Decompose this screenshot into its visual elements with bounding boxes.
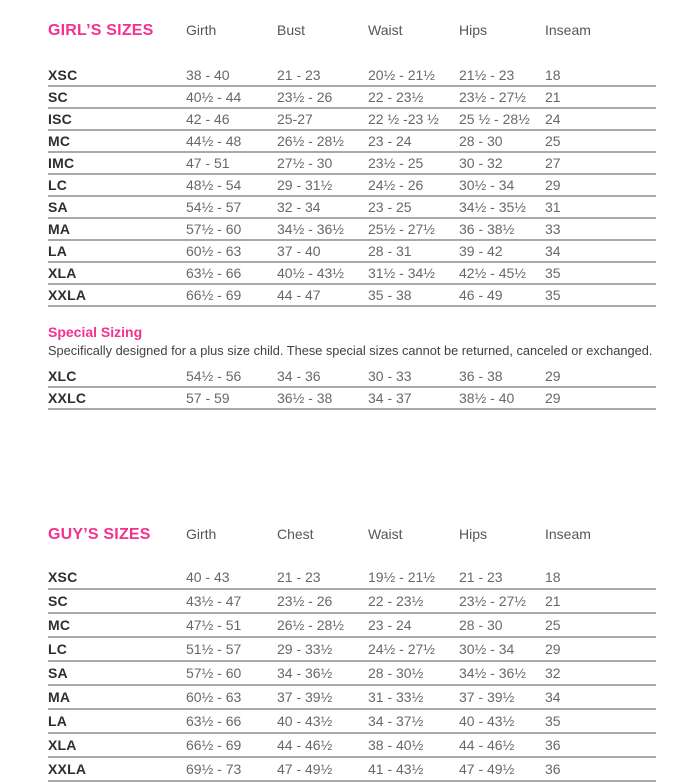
girth-value: 57½ - 60 <box>186 221 242 237</box>
hips-value: 34½ - 36½ <box>459 665 526 681</box>
girth-value: 66½ - 69 <box>186 737 242 753</box>
waist-value: 30 - 33 <box>368 368 412 384</box>
size-label: XXLA <box>48 761 87 777</box>
inseam-value: 29 <box>545 177 561 193</box>
special-sizing-body <box>48 366 656 410</box>
table-row <box>48 614 656 638</box>
inseam-value: 34 <box>545 243 561 259</box>
column-header-girth: Girth <box>186 526 217 542</box>
hips-value: 44 - 46½ <box>459 737 515 753</box>
chest-value: 44 - 46½ <box>277 737 333 753</box>
size-label: MC <box>48 617 71 633</box>
size-label: IMC <box>48 155 75 171</box>
hips-value: 38½ - 40 <box>459 390 515 406</box>
size-label: SA <box>48 199 68 215</box>
waist-value: 34 - 37 <box>368 390 412 406</box>
bust-value: 26½ - 28½ <box>277 133 344 149</box>
chest-value: 23½ - 26 <box>277 593 333 609</box>
inseam-value: 24 <box>545 111 561 127</box>
hips-value: 40 - 43½ <box>459 713 515 729</box>
girth-value: 40½ - 44 <box>186 89 242 105</box>
waist-value: 28 - 30½ <box>368 665 424 681</box>
size-label: LC <box>48 641 68 657</box>
girls-table-header <box>48 22 656 40</box>
hips-value: 36 - 38½ <box>459 221 515 237</box>
inseam-value: 21 <box>545 593 561 609</box>
inseam-value: 33 <box>545 221 561 237</box>
chest-value: 37 - 39½ <box>277 689 333 705</box>
inseam-value: 25 <box>545 617 561 633</box>
inseam-value: 35 <box>545 265 561 281</box>
table-row <box>48 285 656 307</box>
table-row <box>48 241 656 263</box>
girth-value: 69½ - 73 <box>186 761 242 777</box>
bust-value: 32 - 34 <box>277 199 321 215</box>
column-header-inseam: Inseam <box>545 526 591 542</box>
size-label: XLC <box>48 368 77 384</box>
column-header-girth: Girth <box>186 22 217 38</box>
column-header-hips: Hips <box>459 22 488 38</box>
column-header-waist: Waist <box>368 22 403 38</box>
bust-value: 21 - 23 <box>277 67 321 83</box>
inseam-value: 25 <box>545 133 561 149</box>
girth-value: 63½ - 66 <box>186 713 242 729</box>
table-row <box>48 710 656 734</box>
waist-value: 23 - 24 <box>368 617 412 633</box>
bust-value: 40½ - 43½ <box>277 265 344 281</box>
hips-value: 36 - 38 <box>459 368 503 384</box>
waist-value: 28 - 31 <box>368 243 412 259</box>
hips-value: 47 - 49½ <box>459 761 515 777</box>
hips-value: 37 - 39½ <box>459 689 515 705</box>
size-label: ISC <box>48 111 72 127</box>
size-label: SC <box>48 593 68 609</box>
chest-value: 34 - 36½ <box>277 665 333 681</box>
inseam-value: 35 <box>545 713 561 729</box>
hips-value: 23½ - 27½ <box>459 593 526 609</box>
column-header-hips: Hips <box>459 526 488 542</box>
table-row <box>48 87 656 109</box>
inseam-value: 18 <box>545 67 561 83</box>
size-label: LA <box>48 713 68 729</box>
girth-value: 66½ - 69 <box>186 287 242 303</box>
table-row <box>48 566 656 590</box>
size-label: XSC <box>48 67 78 83</box>
special-sizing-title: Special Sizing <box>48 324 143 340</box>
girth-value: 47½ - 51 <box>186 617 242 633</box>
hips-value: 28 - 30 <box>459 617 503 633</box>
table-row <box>48 662 656 686</box>
chest-value: 40 - 43½ <box>277 713 333 729</box>
guys-table-header <box>48 526 656 544</box>
special-sizing-section <box>48 324 656 410</box>
size-label: XLA <box>48 265 77 281</box>
girls-sizes-title: GIRL’S SIZES <box>48 22 154 39</box>
inseam-value: 29 <box>545 390 561 406</box>
column-header-bust: Bust <box>277 22 306 38</box>
chest-value: 26½ - 28½ <box>277 617 344 633</box>
chest-value: 21 - 23 <box>277 569 321 585</box>
inseam-value: 32 <box>545 665 561 681</box>
girth-value: 51½ - 57 <box>186 641 242 657</box>
bust-value: 23½ - 26 <box>277 89 333 105</box>
waist-value: 25½ - 27½ <box>368 221 435 237</box>
hips-value: 42½ - 45½ <box>459 265 526 281</box>
waist-value: 24½ - 26 <box>368 177 424 193</box>
girth-value: 57 - 59 <box>186 390 230 406</box>
hips-value: 21 - 23 <box>459 569 503 585</box>
table-row <box>48 734 656 758</box>
girth-value: 57½ - 60 <box>186 665 242 681</box>
girth-value: 47 - 51 <box>186 155 230 171</box>
girth-value: 44½ - 48 <box>186 133 242 149</box>
table-row <box>48 153 656 175</box>
size-label: LA <box>48 243 68 259</box>
hips-value: 34½ - 35½ <box>459 199 526 215</box>
inseam-value: 34 <box>545 689 561 705</box>
waist-value: 41 - 43½ <box>368 761 424 777</box>
hips-value: 46 - 49 <box>459 287 503 303</box>
girth-value: 48½ - 54 <box>186 177 242 193</box>
girth-value: 40 - 43 <box>186 569 230 585</box>
inseam-value: 35 <box>545 287 561 303</box>
girls-sizes-table <box>48 22 656 307</box>
hips-value: 30 - 32 <box>459 155 503 171</box>
chest-value: 47 - 49½ <box>277 761 333 777</box>
girth-value: 38 - 40 <box>186 67 230 83</box>
size-label: SA <box>48 665 68 681</box>
size-label: MC <box>48 133 71 149</box>
column-header-waist: Waist <box>368 526 403 542</box>
inseam-value: 29 <box>545 368 561 384</box>
girth-value: 42 - 46 <box>186 111 230 127</box>
table-row <box>48 590 656 614</box>
bust-value: 36½ - 38 <box>277 390 333 406</box>
waist-value: 20½ - 21½ <box>368 67 435 83</box>
bust-value: 27½ - 30 <box>277 155 333 171</box>
size-label: XXLC <box>48 390 87 406</box>
hips-value: 21½ - 23 <box>459 67 515 83</box>
waist-value: 38 - 40½ <box>368 737 424 753</box>
waist-value: 22 ½ -23 ½ <box>368 111 439 127</box>
size-label: XXLA <box>48 287 87 303</box>
table-row <box>48 366 656 388</box>
inseam-value: 18 <box>545 569 561 585</box>
hips-value: 30½ - 34 <box>459 177 515 193</box>
table-row <box>48 638 656 662</box>
guys-sizes-table <box>48 526 656 782</box>
inseam-value: 29 <box>545 641 561 657</box>
size-label: MA <box>48 689 71 705</box>
bust-value: 29 - 31½ <box>277 177 333 193</box>
inseam-value: 36 <box>545 761 561 777</box>
waist-value: 19½ - 21½ <box>368 569 435 585</box>
waist-value: 23 - 25 <box>368 199 412 215</box>
size-label: MA <box>48 221 71 237</box>
chest-value: 29 - 33½ <box>277 641 333 657</box>
inseam-value: 21 <box>545 89 561 105</box>
table-row <box>48 65 656 87</box>
bust-value: 34 - 36 <box>277 368 321 384</box>
inseam-value: 27 <box>545 155 561 171</box>
special-sizing-description: Specifically designed for a plus size child. These special sizes cannot be returned, canceled or exchanged. <box>48 343 653 358</box>
column-header-inseam: Inseam <box>545 22 591 38</box>
waist-value: 22 - 23½ <box>368 89 424 105</box>
table-row <box>48 131 656 153</box>
bust-value: 44 - 47 <box>277 287 321 303</box>
hips-value: 23½ - 27½ <box>459 89 526 105</box>
table-row <box>48 758 656 782</box>
waist-value: 23½ - 25 <box>368 155 424 171</box>
girth-value: 60½ - 63 <box>186 689 242 705</box>
girth-value: 63½ - 66 <box>186 265 242 281</box>
guys-table-body <box>48 566 656 782</box>
waist-value: 31 - 33½ <box>368 689 424 705</box>
size-label: SC <box>48 89 68 105</box>
waist-value: 22 - 23½ <box>368 593 424 609</box>
inseam-value: 36 <box>545 737 561 753</box>
girth-value: 60½ - 63 <box>186 243 242 259</box>
waist-value: 23 - 24 <box>368 133 412 149</box>
waist-value: 24½ - 27½ <box>368 641 435 657</box>
table-row <box>48 175 656 197</box>
girth-value: 54½ - 57 <box>186 199 242 215</box>
table-row <box>48 263 656 285</box>
column-header-chest: Chest <box>277 526 314 542</box>
hips-value: 30½ - 34 <box>459 641 515 657</box>
bust-value: 34½ - 36½ <box>277 221 344 237</box>
table-row <box>48 388 656 410</box>
table-row <box>48 219 656 241</box>
table-row <box>48 197 656 219</box>
waist-value: 34 - 37½ <box>368 713 424 729</box>
hips-value: 39 - 42 <box>459 243 503 259</box>
table-row <box>48 109 656 131</box>
bust-value: 37 - 40 <box>277 243 321 259</box>
table-row <box>48 686 656 710</box>
waist-value: 35 - 38 <box>368 287 412 303</box>
hips-value: 25 ½ - 28½ <box>459 111 530 127</box>
hips-value: 28 - 30 <box>459 133 503 149</box>
girth-value: 54½ - 56 <box>186 368 242 384</box>
guys-sizes-title: GUY’S SIZES <box>48 526 151 543</box>
size-label: XSC <box>48 569 78 585</box>
inseam-value: 31 <box>545 199 561 215</box>
girth-value: 43½ - 47 <box>186 593 242 609</box>
size-label: LC <box>48 177 68 193</box>
bust-value: 25-27 <box>277 111 313 127</box>
waist-value: 31½ - 34½ <box>368 265 435 281</box>
girls-table-body <box>48 65 656 307</box>
size-label: XLA <box>48 737 77 753</box>
